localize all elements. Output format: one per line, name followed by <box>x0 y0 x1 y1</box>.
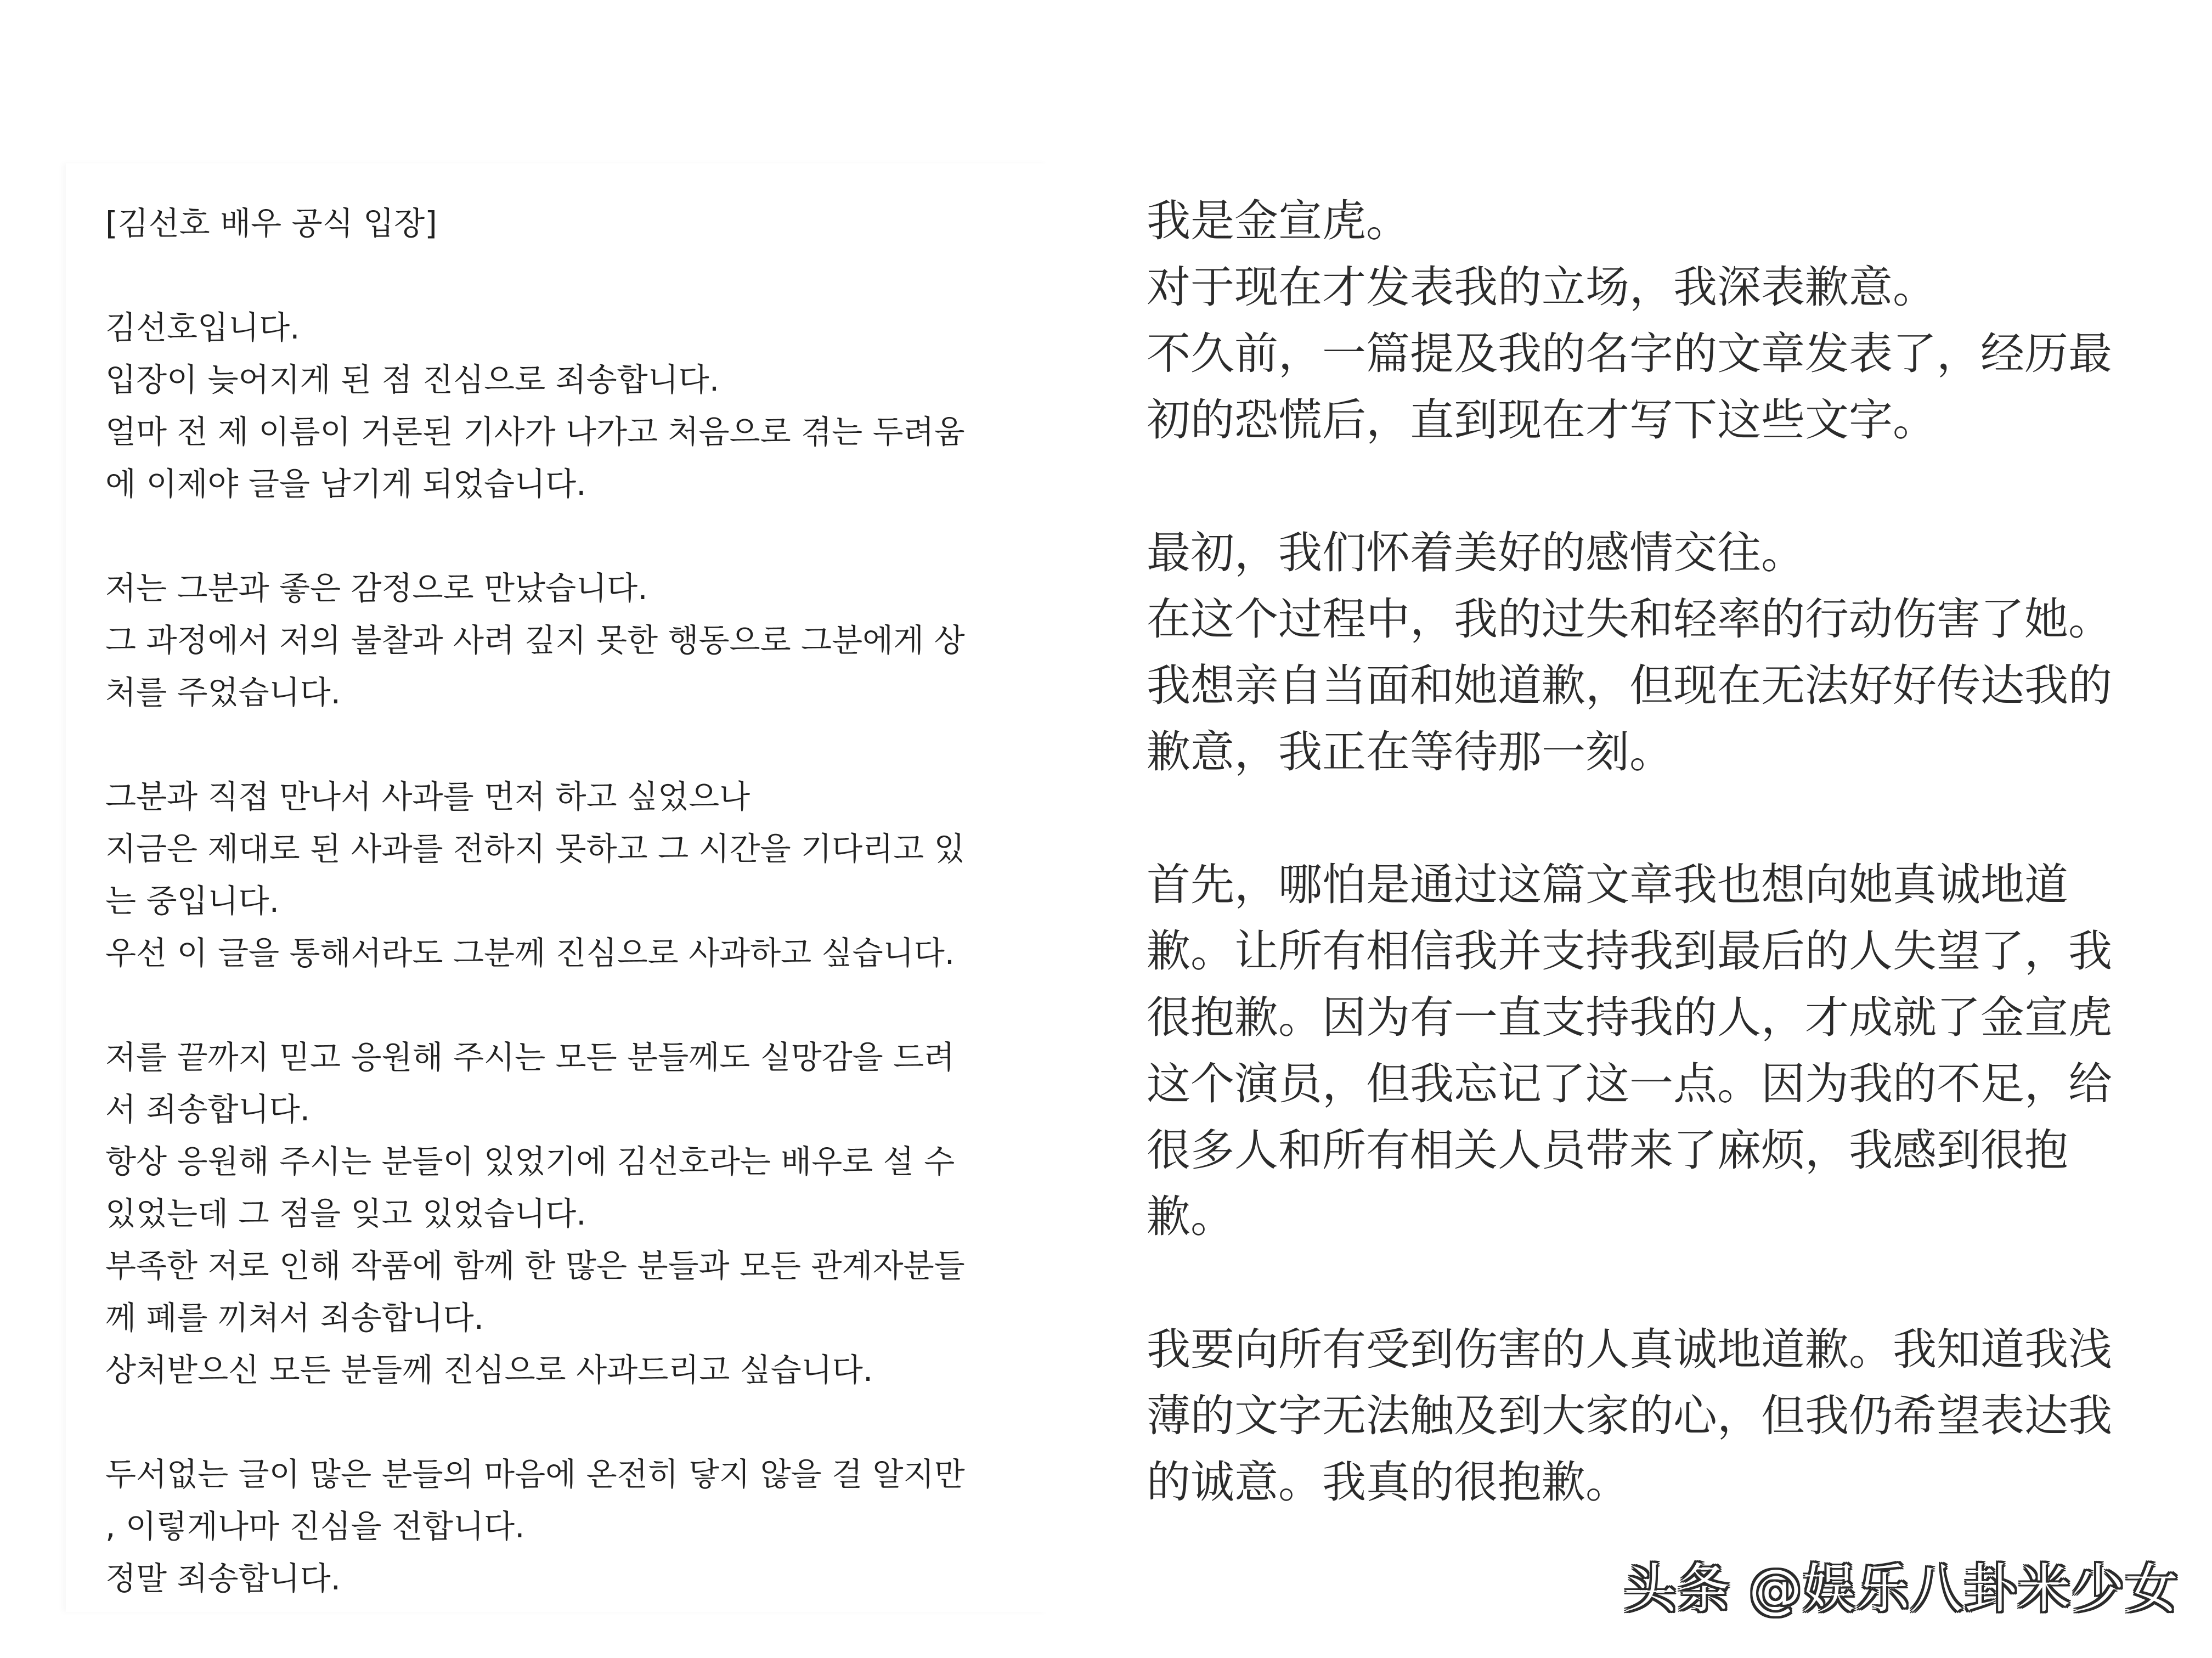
chinese-text-line: 的诚意。我真的很抱歉。 <box>1147 1457 1629 1508</box>
korean-text-line: 지금은 제대로 된 사과를 전하지 못하고 그 시간을 기다리고 있 <box>105 830 965 867</box>
korean-text-line: 있었는데 그 점을 잊고 있었습니다. <box>105 1195 586 1232</box>
chinese-text-line: 歉意，我正在等待那一刻。 <box>1147 726 1673 777</box>
korean-statement-panel <box>66 163 1048 1612</box>
paragraph-gap <box>105 510 1054 562</box>
paragraph-gap <box>105 1396 1054 1448</box>
korean-text-line: 상처받으신 모든 분들께 진심으로 사과드리고 싶습니다. <box>105 1351 873 1389</box>
chinese-text-line: 很多人和所有相关人员带来了麻烦，我感到很抱 <box>1147 1125 2068 1176</box>
korean-statement-text <box>105 198 1054 1605</box>
chinese-text-line: 首先，哪怕是通过这篇文章我也想向她真诚地道 <box>1147 859 2068 910</box>
chinese-text-line: 我想亲自当面和她道歉，但现在无法好好传达我的 <box>1147 660 2112 711</box>
korean-text-line: 서 죄송합니다. <box>105 1091 311 1128</box>
korean-text-line: 항상 응원해 주시는 분들이 있었기에 김선호라는 배우로 설 수 <box>105 1143 955 1180</box>
korean-text-line: 부족한 저로 인해 작품에 함께 한 많은 분들과 모든 관계자분들 <box>105 1247 965 1284</box>
korean-text-line: 김선호입니다. <box>105 309 300 346</box>
korean-text-line: 우선 이 글을 통해서라도 그분께 진심으로 사과하고 싶습니다. <box>105 934 955 972</box>
chinese-text-line: 歉。让所有相信我并支持我到最后的人失望了，我 <box>1147 926 2112 977</box>
korean-text-line: 처를 주었습니다. <box>105 674 341 711</box>
paragraph-gap <box>105 250 1054 302</box>
chinese-text-line: 我要向所有受到伤害的人真诚地道歉。我知道我浅 <box>1147 1324 2112 1375</box>
korean-statement-title: [김선호 배우 공식 입장] <box>105 205 437 242</box>
paragraph-gap <box>1147 785 2189 851</box>
chinese-translation-text <box>1147 188 2189 1515</box>
korean-text-line: 두서없는 글이 많은 분들의 마음에 온전히 닿지 않을 걸 알지만 <box>105 1456 965 1493</box>
korean-text-line: 그분과 직접 만나서 사과를 먼저 하고 싶었으나 <box>105 778 751 815</box>
chinese-text-line: 薄的文字无法触及到大家的心，但我仍希望表达我 <box>1147 1390 2112 1441</box>
chinese-text-line: 不久前，一篇提及我的名字的文章发表了，经历最 <box>1147 328 2112 379</box>
korean-text-line: 저는 그분과 좋은 감정으로 만났습니다. <box>105 569 648 607</box>
paragraph-gap <box>1147 453 2189 520</box>
korean-text-line: , 이렇게나마 진심을 전합니다. <box>105 1508 525 1545</box>
paragraph-gap <box>105 719 1054 771</box>
chinese-text-line: 这个演员，但我忘记了这一点。因为我的不足，给 <box>1147 1058 2112 1109</box>
chinese-text-line: 最初，我们怀着美好的感情交往。 <box>1147 527 1805 578</box>
chinese-text-line: 很抱歉。因为有一直支持我的人，才成就了金宣虎 <box>1147 992 2112 1043</box>
korean-text-line: 그 과정에서 저의 불찰과 사려 깊지 못한 행동으로 그분에게 상 <box>105 622 965 659</box>
korean-text-line: 는 중입니다. <box>105 882 280 920</box>
chinese-text-line: 我是金宣虎。 <box>1147 195 1410 246</box>
chinese-translation-body <box>1147 188 2189 1515</box>
korean-text-line: 저를 끝까지 믿고 응원해 주시는 모든 분들께도 실망감을 드려 <box>105 1039 955 1076</box>
chinese-text-line: 初的恐慌后，直到现在才写下这些文字。 <box>1147 394 1937 445</box>
chinese-text-line: 对于现在才发表我的立场，我深表歉意。 <box>1147 262 1937 313</box>
paragraph-gap <box>1147 1250 2189 1316</box>
korean-text-line: 에 이제야 글을 남기게 되었습니다. <box>105 465 586 503</box>
korean-text-line: 입장이 늦어지게 된 점 진심으로 죄송합니다. <box>105 361 720 398</box>
chinese-text-line: 歉。 <box>1147 1191 1234 1242</box>
chinese-text-line: 在这个过程中，我的过失和轻率的行动伤害了她。 <box>1147 594 2112 645</box>
source-watermark: 头条 @娱乐八卦米少女 <box>1623 1558 2179 1620</box>
korean-text-line: 얼마 전 제 이름이 거론된 기사가 나가고 처음으로 겪는 두려움 <box>105 413 965 450</box>
korean-text-line: 정말 죄송합니다. <box>105 1560 341 1597</box>
korean-text-line: 께 폐를 끼쳐서 죄송합니다. <box>105 1299 484 1336</box>
paragraph-gap <box>105 979 1054 1031</box>
korean-statement-body <box>105 302 1054 1605</box>
